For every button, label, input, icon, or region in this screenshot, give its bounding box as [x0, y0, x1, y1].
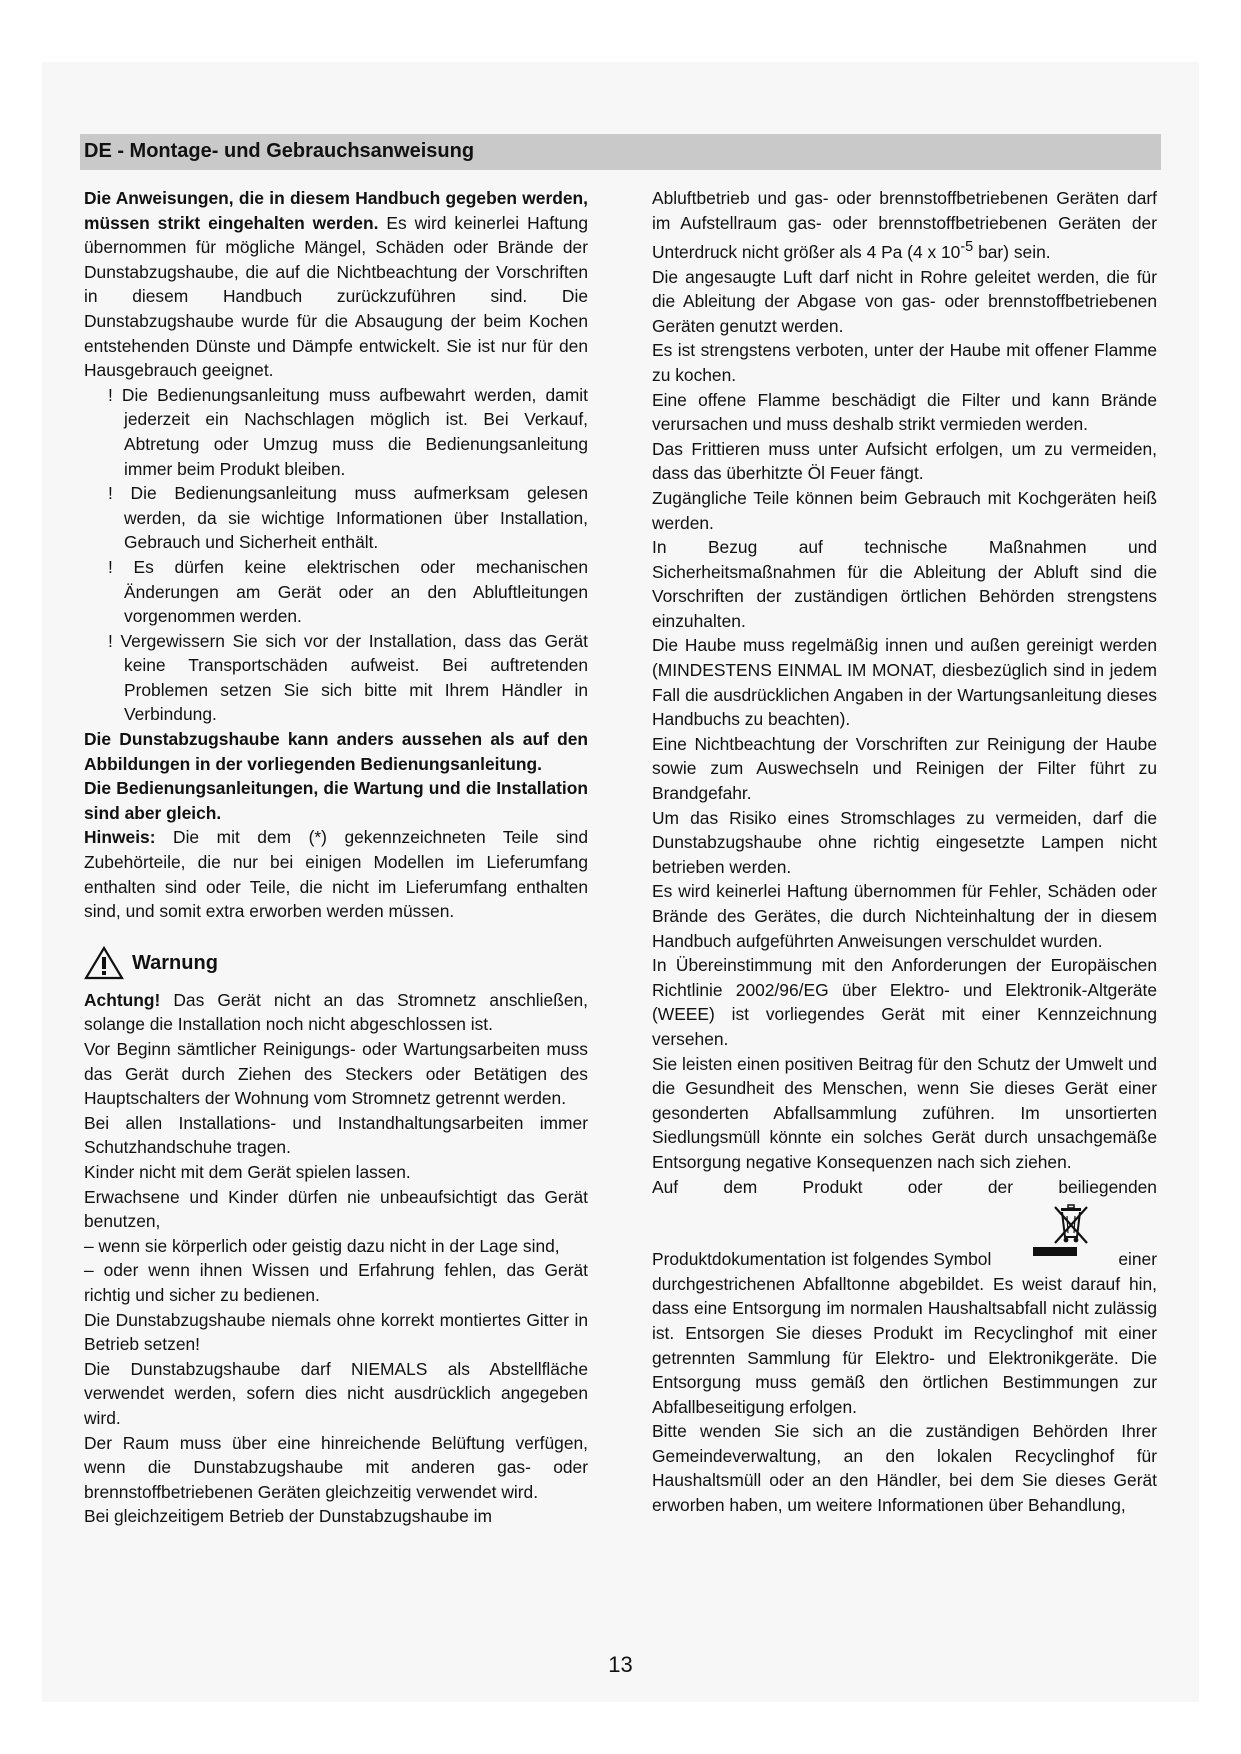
bullet-item: ! Es dürfen keine elektrischen oder mechanischen Änderungen am Gerät oder an den Abluftleitungen vorgenommen werden. [108, 556, 588, 627]
weee-intro-line [652, 1175, 1157, 1200]
contact-paragraph: Bitte wenden Sie sich an die zuständigen Behörden Ihrer Gemeindeverwaltung, an den lokalen Recyclinghof für Haushaltsmüll oder an den Händler, bei dem Sie dieses Gerät erworben haben, um weitere Informationen über Behandlung, [652, 1421, 1157, 1516]
weee-word: Produkt [802, 1176, 863, 1197]
safety-paragraph: Die angesaugte Luft darf nicht in Rohre geleitet werden, die für die Ableitung der Abgase von gas- oder brennstoffbetriebenen Geräten genutzt werden. [652, 266, 1157, 336]
section-header [80, 134, 1161, 170]
warning-paragraph: Kinder nicht mit dem Gerät spielen lassen. [84, 1161, 411, 1182]
intro-text: Es wird keinerlei Haftung übernommen für mögliche Mängel, Schäden oder Brände der Dunstabzugshaube, die auf die Nichtbeachtung der Vorschriften in diesem Handbuch zurückzuführen sind. Die Dunstabzugshaube wurde für die Absaugung der beim Kochen entstehenden Dünste und Dämpfe entwickelt. Sie ist nur für den Hausgebrauch geeignet. [84, 212, 588, 381]
page-number: 13 [608, 1652, 633, 1677]
warning-triangle-icon [84, 946, 124, 980]
safety-paragraph: Eine offene Flamme beschädigt die Filter und kann Brände verursachen und muss deshalb strikt vermieden werden. [652, 389, 1157, 435]
warning-paragraph: Der Raum muss über eine hinreichende Belüftung verfügen, wenn die Dunstabzugshaube mit anderen gas- oder brennstoffbetriebenen Geräten gleichzeitig verwendet wird. [84, 1432, 588, 1502]
pressure-text: Abluftbetrieb und gas- oder brennstoffbetriebenen Geräten darf im Aufstellraum gas- oder brennstoffbetriebenen Geräten der Unterdruck nicht größer als 4 Pa (4 x 10 [652, 188, 1157, 262]
intro-bold: Die Anweisungen, die in diesem Handbuch gegeben werden, müssen strikt eingehalten werden. [84, 188, 588, 233]
weee-word: beiliegenden [1058, 1176, 1157, 1197]
left-column [84, 186, 588, 1529]
hinweis-label: Hinweis: [84, 827, 156, 848]
intro-paragraph [84, 186, 588, 383]
bold-note-same-text: Die Bedienungsanleitungen, die Wartung und die Installation sind aber gleich. [84, 778, 588, 823]
bullet-item: ! Die Bedienungsanleitung muss aufbewahrt werden, damit jederzeit ein Nachschlagen möglich ist. Bei Verkauf, Abtretung oder Umzug muss die Bedienungsanleitung immer beim Produkt bleiben. [108, 384, 588, 479]
bullet-item: ! Vergewissern Sie sich vor der Installation, dass das Gerät keine Transportschäden aufweist. Bei auftretenden Problemen setzen Sie sich bitte mit Ihrem Händler in Verbindung. [108, 630, 588, 725]
weee-paragraph: durchgestrichenen Abfalltonne abgebildet. Es weist darauf hin, dass eine Entsorgung im normalen Haushaltsabfall nicht zulässig ist. Entsorgen Sie dieses Produkt im Recyclinghof mit einer getrennten Sammlung für Elektro- und Elektronikgeräte. Die Entsorgung muss gemäß den örtlichen Bestimmungen zur Abfallbeseitigung erfolgen. [652, 1273, 1157, 1417]
warning-paragraph: Bei allen Installations- und Instandhaltungsarbeiten immer Schutzhandschuhe tragen. [84, 1112, 588, 1158]
achtung-label: Achtung! [84, 989, 161, 1010]
warning-paragraph: Erwachsene und Kinder dürfen nie unbeaufsichtigt das Gerät benutzen, [84, 1186, 588, 1232]
safety-paragraph: Es ist strengstens verboten, unter der Haube mit offener Flamme zu kochen. [652, 340, 1157, 385]
hinweis-paragraph [84, 825, 588, 923]
pressure-paragraph [652, 186, 1157, 265]
bold-note-same [84, 776, 588, 825]
weee-line-text: Produktdokumentation ist folgendes Symbol [652, 1249, 992, 1270]
weee-word: der [987, 1176, 1014, 1197]
right-column [652, 186, 1157, 1518]
crossed-bin-icon [1051, 1203, 1091, 1247]
pressure-unit: bar) sein. [973, 241, 1051, 262]
warning-paragraph: Bei gleichzeitigem Betrieb der Dunstabzugshaube im [84, 1506, 492, 1527]
bold-note-appearance-text: Die Dunstabzugshaube kann anders aussehen als auf den Abbildungen in der vorliegenden Bedienungsanleitung. [84, 729, 588, 774]
achtung-paragraph [84, 988, 588, 1037]
safety-paragraph: Zugängliche Teile können beim Gebrauch mit Kochgeräten heiß werden. [652, 487, 1157, 533]
warning-heading [84, 946, 588, 980]
safety-paragraph: In Bezug auf technische Maßnahmen und Sicherheitsmaßnahmen für die Ableitung der Abluft sind die Vorschriften der zuständigen örtlichen Behörden strengstens einzuhalten. [652, 537, 1157, 631]
weee-symbol-line [652, 1247, 1157, 1272]
achtung-text: Das Gerät nicht an das Stromnetz anschließen, solange die Installation noch nicht abgeschlossen ist. [84, 989, 588, 1035]
section-title: DE - Montage- und Gebrauchsanweisung [84, 140, 475, 162]
safety-paragraph: Sie leisten einen positiven Beitrag für den Schutz der Umwelt und die Gesundheit des Menschen, wenn Sie dieses Gerät einer gesonderten Abfallsammlung zuführen. Im unsortierten Siedlungsmüll könnte ein solches Gerät durch unsachgemäße Entsorgung negative Konsequenzen nach sich ziehen. [652, 1053, 1157, 1172]
warning-title: Warnung [132, 951, 218, 974]
weee-bar-icon [1033, 1247, 1077, 1256]
warning-paragraph: – oder wenn ihnen Wissen und Erfahrung fehlen, das Gerät richtig und sicher zu bedienen. [84, 1260, 588, 1305]
safety-paragraph: Um das Risiko eines Stromschlages zu vermeiden, darf die Dunstabzugshaube ohne richtig eingesetzte Lampen nicht betrieben werden. [652, 807, 1157, 877]
safety-paragraph: Die Haube muss regelmäßig innen und außen gereinigt werden (MINDESTENS EINMAL IM MONAT, diesbezüglich sind in jedem Fall die ausdrücklichen Angaben in der Wartungsanleitung dieses Handbuchs zu beachten). [652, 635, 1157, 730]
hinweis-text: Die mit dem (*) gekennzeichneten Teile sind Zubehörteile, die nur bei einigen Modellen im Lieferumfang enthalten sind oder Teile, die nicht im Lieferumfang enthalten sind, und somit extra erworben werden müssen. [84, 827, 588, 922]
warning-paragraph: – wenn sie körperlich oder geistig dazu nicht in der Lage sind, [84, 1235, 560, 1256]
safety-paragraph: In Übereinstimmung mit den Anforderungen der Europäischen Richtlinie 2002/96/EG über Elektro- und Elektronik-Altgeräte (WEEE) ist vorliegendes Gerät mit einer Kennzeichnung versehen. [652, 955, 1157, 1049]
warning-paragraph: Die Dunstabzugshaube darf NIEMALS als Abstellfläche verwendet werden, sofern dies nicht ausdrücklich angegeben wird. [84, 1358, 588, 1428]
safety-paragraph: Das Frittieren muss unter Aufsicht erfolgen, um zu vermeiden, dass das überhitzte Öl Feuer fängt. [652, 438, 1157, 484]
pressure-exponent: -5 [960, 239, 974, 256]
weee-word: Auf [652, 1176, 679, 1197]
weee-word: dem [723, 1176, 758, 1197]
bold-note-appearance [84, 727, 588, 776]
weee-word: oder [907, 1176, 943, 1197]
warning-paragraph: Die Dunstabzugshaube niemals ohne korrekt montiertes Gitter in Betrieb setzen! [84, 1309, 588, 1355]
weee-symbol-row [652, 1203, 1157, 1247]
safety-paragraph: Eine Nichtbeachtung der Vorschriften zur Reinigung der Haube sowie zum Auswechseln und Reinigen der Filter führt zu Brandgefahr. [652, 733, 1157, 804]
warning-paragraph: Vor Beginn sämtlicher Reinigungs- oder Wartungsarbeiten muss das Gerät durch Ziehen des Steckers oder Betätigen des Hauptschalters der Wohnung vom Stromnetz getrennt werden. [84, 1039, 588, 1109]
safety-paragraph: Es wird keinerlei Haftung übernommen für Fehler, Schäden oder Brände des Gerätes, die durch Nichteinhaltung der in diesem Handbuch aufgeführten Anweisungen verschuldet wurden. [652, 881, 1157, 951]
bullet-item: ! Die Bedienungsanleitung muss aufmerksam gelesen werden, da sie wichtige Informationen über Installation, Gebrauch und Sicherheit enthält. [108, 483, 588, 553]
weee-line-end: einer [1118, 1249, 1157, 1270]
